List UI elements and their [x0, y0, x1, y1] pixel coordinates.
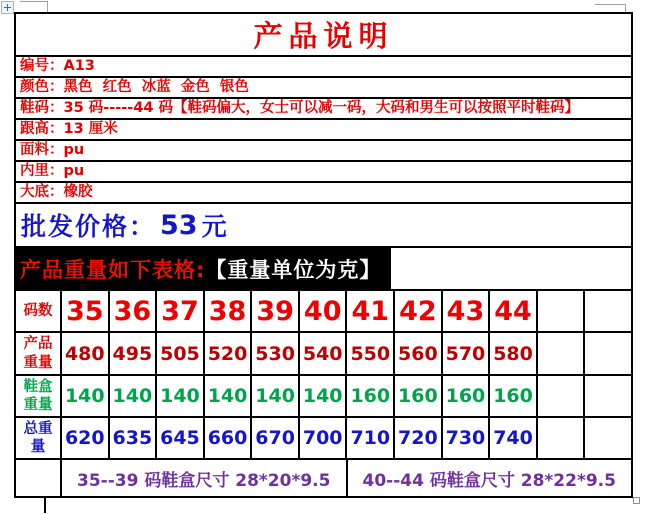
product-weight-cell: 520 — [203, 333, 251, 374]
sizes-label: 鞋码： — [20, 100, 64, 117]
sizes-value: 35 码-----44 码【鞋码偏大，女士可以减一码，大码和男生可以按照平时鞋码】 — [63, 100, 580, 117]
price-amount: 53 — [160, 209, 198, 241]
total-weight-cell: 660 — [203, 418, 251, 458]
size-header-cell: 41 — [345, 291, 393, 331]
info-row-outsole — [16, 181, 631, 202]
crop-mark-top-left-vertical — [47, 1, 48, 12]
total-weight-cell: 730 — [441, 418, 489, 458]
box-weight-cell: 140 — [250, 376, 298, 416]
product-table — [14, 12, 633, 498]
info-row-sizes — [16, 97, 631, 118]
product-weight-cell: 505 — [155, 333, 203, 374]
text-cursor — [44, 497, 46, 513]
colors-value: 黑色 红色 冰蓝 金色 银色 — [63, 79, 249, 96]
box-weight-cell: 160 — [488, 376, 536, 416]
box-weight-cell: 140 — [298, 376, 346, 416]
product-weight-cell: 540 — [298, 333, 346, 374]
size-header-cell: 42 — [393, 291, 441, 331]
row-label-product-weight: 产品重量 — [23, 336, 53, 371]
size-header-cell — [536, 291, 584, 331]
size-header-cell — [583, 291, 631, 331]
size-header-cell: 36 — [108, 291, 156, 331]
title-row — [16, 14, 631, 55]
box-size-left-text: 35--39 码鞋盒尺寸 28*20*9.5 — [77, 470, 331, 491]
info-row-heel-height — [16, 118, 631, 139]
heel-label: 跟高： — [20, 121, 64, 138]
box-weight-cell: 140 — [203, 376, 251, 416]
page-title: 产品说明 — [253, 19, 394, 53]
colors-label: 颜色： — [20, 79, 64, 96]
product-weight-cell: 550 — [345, 333, 393, 374]
move-cross-icon — [7, 4, 8, 11]
wholesale-price-row — [16, 202, 631, 246]
table-resize-handle[interactable] — [633, 497, 640, 504]
product-weight-cell: 480 — [60, 333, 108, 374]
box-weight-cell: 160 — [441, 376, 489, 416]
product-weight-row — [16, 331, 631, 374]
product-weight-cell: 580 — [488, 333, 536, 374]
box-weight-cell: 160 — [393, 376, 441, 416]
total-weight-cell: 620 — [60, 418, 108, 458]
total-weight-cell: 710 — [345, 418, 393, 458]
total-weight-cell: 645 — [155, 418, 203, 458]
total-weight-cell: 635 — [108, 418, 156, 458]
product-weight-cell: 570 — [441, 333, 489, 374]
size-header-cell: 44 — [488, 291, 536, 331]
outsole-value: 橡胶 — [63, 184, 93, 201]
product-weight-cell: 495 — [108, 333, 156, 374]
weight-banner-red-text: 产品重量如下表格: — [20, 257, 206, 282]
size-header-cell: 35 — [60, 291, 108, 331]
box-size-empty-cell — [16, 460, 60, 496]
size-header-cell: 38 — [203, 291, 251, 331]
box-weight-cell — [536, 376, 584, 416]
heel-value: 13 厘米 — [63, 121, 118, 138]
box-size-right-text: 40--44 码鞋盒尺寸 28*22*9.5 — [362, 470, 616, 491]
product-weight-cell: 560 — [393, 333, 441, 374]
box-weight-cell: 160 — [345, 376, 393, 416]
crop-mark-top-right — [595, 4, 626, 5]
box-size-row — [16, 458, 631, 496]
box-weight-cell — [583, 376, 631, 416]
info-row-lining — [16, 160, 631, 181]
weight-banner-highlight — [16, 248, 391, 289]
code-label: 编号： — [20, 58, 64, 75]
total-weight-cell — [536, 418, 584, 458]
total-weight-row — [16, 416, 631, 458]
box-weight-cell: 140 — [60, 376, 108, 416]
total-weight-cell: 740 — [488, 418, 536, 458]
total-weight-cell: 670 — [250, 418, 298, 458]
price-label: 批发价格： — [21, 212, 157, 241]
total-weight-cell: 700 — [298, 418, 346, 458]
upper-label: 面料： — [20, 142, 64, 159]
product-weight-cell: 530 — [250, 333, 298, 374]
size-header-cell: 43 — [441, 291, 489, 331]
lining-label: 内里： — [20, 163, 64, 180]
weight-banner-row — [16, 246, 631, 289]
box-size-left-cell — [60, 460, 346, 496]
box-weight-cell: 140 — [155, 376, 203, 416]
product-weight-cell — [536, 333, 584, 374]
row-label-total-weight: 总重量 — [23, 420, 53, 455]
lining-value: pu — [63, 163, 85, 180]
row-label-sizes: 码数 — [23, 302, 53, 319]
price-unit: 元 — [201, 212, 227, 241]
total-weight-cell — [583, 418, 631, 458]
info-row-code — [16, 55, 631, 76]
weight-banner-white-text: 【重量单位为克】 — [205, 257, 382, 282]
size-header-cell: 37 — [155, 291, 203, 331]
size-header-cell: 40 — [298, 291, 346, 331]
table-move-handle[interactable] — [1, 1, 14, 14]
box-weight-cell: 140 — [108, 376, 156, 416]
upper-value: pu — [63, 142, 85, 159]
product-weight-cell — [583, 333, 631, 374]
code-value: A13 — [63, 58, 95, 75]
outsole-label: 大底： — [20, 184, 64, 201]
size-header-cell: 39 — [250, 291, 298, 331]
info-row-upper-material — [16, 139, 631, 160]
box-weight-row — [16, 374, 631, 416]
info-row-colors — [16, 76, 631, 97]
size-header-row — [16, 289, 631, 331]
box-size-right-cell — [346, 460, 632, 496]
crop-mark-top-left — [20, 1, 48, 2]
row-label-box-weight: 鞋盒重量 — [23, 378, 53, 413]
total-weight-cell: 720 — [393, 418, 441, 458]
